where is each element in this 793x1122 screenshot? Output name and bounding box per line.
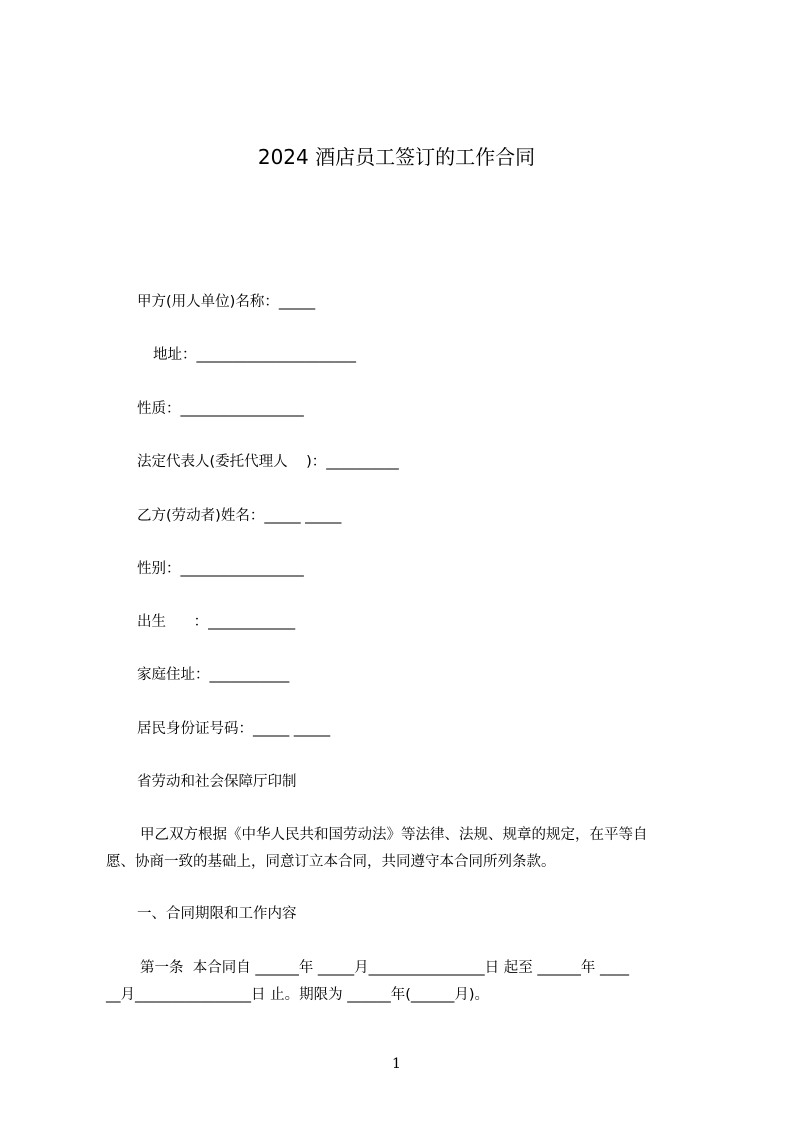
legal-representative-field: 法定代表人(委托代理人 )：__________: [137, 454, 399, 470]
preamble-line-2: 愿、协商一致的基础上，同意订立本合同，共同遵守本合同所列条款。: [106, 854, 556, 870]
address-field: 地址：______________________: [153, 347, 356, 363]
id-number-field: 居民身份证号码：_____ _____: [137, 721, 331, 737]
printed-by-note: 省劳动和社会保障厅印制: [137, 774, 297, 790]
party-a-name-field: 甲方(用人单位)名称：_____: [137, 294, 316, 310]
preamble-line-1: 甲乙双方根据《中华人民共和国劳动法》等法律、法规、规章的规定，在平等自: [140, 827, 648, 843]
section-1-heading: 一、合同期限和工作内容: [137, 906, 297, 922]
document-title: 2024 酒店员工签订的工作合同: [257, 145, 536, 169]
article-1-line-1: 第一条 本合同自 ______年 _____月________________日 起至 ______年 ____: [140, 960, 630, 976]
gender-field: 性别：_________________: [137, 561, 304, 577]
article-1-line-2: __月________________日 止。期限为 ______年(______月)。: [106, 987, 490, 1003]
birth-field: 出生 ：____________: [137, 614, 296, 630]
nature-field: 性质：_________________: [137, 401, 304, 417]
home-address-field: 家庭住址：___________: [137, 667, 290, 683]
party-b-name-field: 乙方(劳动者)姓名：_____ _____: [137, 508, 342, 524]
page-number: 1: [392, 1056, 401, 1072]
